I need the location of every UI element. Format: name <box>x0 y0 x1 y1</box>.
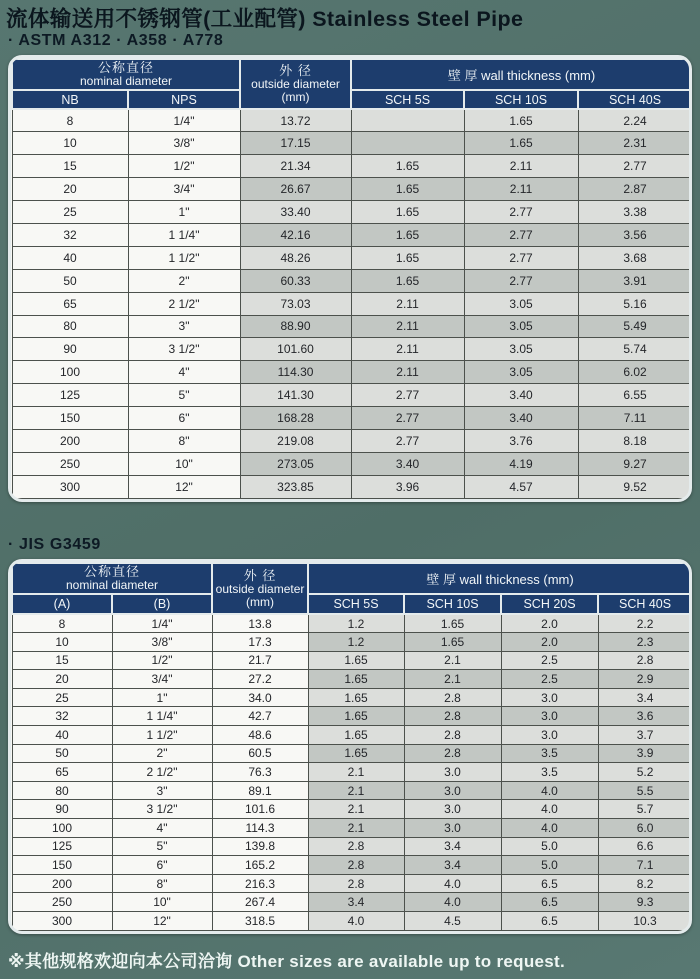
cell: 2.0 <box>501 633 598 652</box>
cell: 1/2" <box>128 155 240 178</box>
column-header-nps: NPS <box>128 90 240 109</box>
wall-thickness-header: 壁 厚 wall thickness (mm) <box>351 59 692 90</box>
cell: 216.3 <box>212 874 308 893</box>
cell: 3.5 <box>501 744 598 763</box>
cell: 150 <box>12 856 112 875</box>
cell: 6.6 <box>598 837 692 856</box>
cell: 2.5 <box>501 651 598 670</box>
cell: 1.2 <box>308 614 404 633</box>
cell: 5.0 <box>501 856 598 875</box>
cell: 150 <box>12 407 128 430</box>
cell: 50 <box>12 269 128 292</box>
cell: 25 <box>12 201 128 224</box>
table-row <box>12 155 692 178</box>
table-row <box>12 837 692 856</box>
cell: 200 <box>12 874 112 893</box>
cell: 2.1 <box>308 763 404 782</box>
cell: 125 <box>12 837 112 856</box>
cell: 2.8 <box>404 744 501 763</box>
cell: 2.77 <box>464 269 578 292</box>
cell: 2.8 <box>404 726 501 745</box>
outside-diameter-en: outside diameter <box>251 77 340 91</box>
cell: 2.77 <box>351 407 464 430</box>
table-row <box>12 726 692 745</box>
cell: 48.26 <box>240 246 351 269</box>
cell: 300 <box>12 912 112 931</box>
table-row <box>12 338 692 361</box>
cell: 2.77 <box>464 201 578 224</box>
cell: 1.65 <box>404 633 501 652</box>
cell: 2.11 <box>464 155 578 178</box>
cell: 4.0 <box>501 781 598 800</box>
column-header-nb: NB <box>12 90 128 109</box>
cell: 1.2 <box>308 633 404 652</box>
cell: 1.65 <box>351 155 464 178</box>
table-row <box>12 246 692 269</box>
table-row <box>12 384 692 407</box>
cell: 2.1 <box>308 781 404 800</box>
table-row <box>12 874 692 893</box>
cell: 7.11 <box>578 407 692 430</box>
table-row <box>12 315 692 338</box>
cell: 27.2 <box>212 670 308 689</box>
cell: 3.0 <box>404 800 501 819</box>
cell: 3/4" <box>112 670 212 689</box>
cell: 1.65 <box>351 178 464 201</box>
cell: 1" <box>128 201 240 224</box>
cell: 76.3 <box>212 763 308 782</box>
cell: 7.1 <box>598 856 692 875</box>
cell: 4.0 <box>501 800 598 819</box>
table-row <box>12 670 692 689</box>
cell: 3.05 <box>464 361 578 384</box>
cell: 323.85 <box>240 475 351 498</box>
cell: 5" <box>128 384 240 407</box>
cell: 219.08 <box>240 429 351 452</box>
cell: 10" <box>128 452 240 475</box>
table-row <box>12 819 692 838</box>
table-row <box>12 651 692 670</box>
cell: 15 <box>12 155 128 178</box>
cell: 50 <box>12 744 112 763</box>
cell: 9.3 <box>598 893 692 912</box>
cell: 40 <box>12 726 112 745</box>
cell: 2.1 <box>404 670 501 689</box>
outside-diameter-unit: (mm) <box>246 594 274 609</box>
cell: 9.27 <box>578 452 692 475</box>
cell: 1 1/2" <box>128 246 240 269</box>
cell: 3.91 <box>578 269 692 292</box>
cell: 2.1 <box>308 800 404 819</box>
cell: 5" <box>112 837 212 856</box>
jis-pipe-table <box>8 559 692 934</box>
table-row <box>12 201 692 224</box>
cell: 60.33 <box>240 269 351 292</box>
cell: 273.05 <box>240 452 351 475</box>
cell: 3.40 <box>464 384 578 407</box>
nominal-diameter-header <box>12 59 240 90</box>
cell: 6.5 <box>501 912 598 931</box>
cell: 100 <box>12 361 128 384</box>
cell: 3.96 <box>351 475 464 498</box>
table-row <box>12 707 692 726</box>
cell: 1.65 <box>351 223 464 246</box>
cell: 168.28 <box>240 407 351 430</box>
cell: 33.40 <box>240 201 351 224</box>
outside-diameter-header <box>240 59 351 109</box>
cell: 2.11 <box>351 315 464 338</box>
cell: 250 <box>12 452 128 475</box>
cell: 1.65 <box>351 201 464 224</box>
cell: 17.15 <box>240 132 351 155</box>
cell: 2.87 <box>578 178 692 201</box>
cell: 100 <box>12 819 112 838</box>
cell: 3.4 <box>598 688 692 707</box>
column-header-b: (B) <box>112 594 212 614</box>
cell: 21.34 <box>240 155 351 178</box>
cell: 2.31 <box>578 132 692 155</box>
cell: 2 1/2" <box>128 292 240 315</box>
outside-diameter-header <box>212 563 308 614</box>
cell: 1 1/4" <box>112 707 212 726</box>
outside-diameter-zh: 外 径 <box>279 63 312 78</box>
cell: 3.4 <box>308 893 404 912</box>
cell: 4" <box>128 361 240 384</box>
cell: 2.77 <box>464 246 578 269</box>
cell: 32 <box>12 707 112 726</box>
cell: 3.6 <box>598 707 692 726</box>
cell: 165.2 <box>212 856 308 875</box>
cell: 1.65 <box>351 269 464 292</box>
nominal-diameter-header <box>12 563 212 594</box>
cell: 10.3 <box>598 912 692 931</box>
cell: 1.65 <box>308 651 404 670</box>
cell: 42.16 <box>240 223 351 246</box>
table-row <box>12 223 692 246</box>
cell: 2 1/2" <box>112 763 212 782</box>
cell: 3" <box>112 781 212 800</box>
cell: 6.02 <box>578 361 692 384</box>
table-row <box>12 633 692 652</box>
cell: 2.77 <box>464 223 578 246</box>
cell: 2.8 <box>404 707 501 726</box>
cell: 8 <box>12 109 128 132</box>
cell: 1.65 <box>404 614 501 633</box>
cell: 65 <box>12 292 128 315</box>
cell: 3.7 <box>598 726 692 745</box>
cell: 267.4 <box>212 893 308 912</box>
outside-diameter-unit: (mm) <box>281 90 310 104</box>
cell: 4.57 <box>464 475 578 498</box>
table-row <box>12 132 692 155</box>
cell: 3.05 <box>464 315 578 338</box>
footnote: ※其他规格欢迎向本公司洽询 Other sizes are available up to request. <box>8 952 566 971</box>
cell: 200 <box>12 429 128 452</box>
cell: 5.16 <box>578 292 692 315</box>
cell: 3.5 <box>501 763 598 782</box>
cell: 65 <box>12 763 112 782</box>
cell: 32 <box>12 223 128 246</box>
cell: 2.8 <box>308 837 404 856</box>
cell: 1" <box>112 688 212 707</box>
cell: 1.65 <box>464 109 578 132</box>
table-row <box>12 893 692 912</box>
cell: 3.05 <box>464 338 578 361</box>
cell: 1/4" <box>128 109 240 132</box>
cell: 3.0 <box>404 781 501 800</box>
column-header-a: (A) <box>12 594 112 614</box>
cell: 5.49 <box>578 315 692 338</box>
cell: 88.90 <box>240 315 351 338</box>
outside-diameter-en: outside diameter <box>215 581 305 596</box>
cell: 3/8" <box>128 132 240 155</box>
cell: 2.77 <box>578 155 692 178</box>
cell: 8" <box>128 429 240 452</box>
cell: 48.6 <box>212 726 308 745</box>
cell: 1.65 <box>308 688 404 707</box>
cell: 1/4" <box>112 614 212 633</box>
cell: 89.1 <box>212 781 308 800</box>
cell: 90 <box>12 338 128 361</box>
cell: 3.0 <box>404 763 501 782</box>
cell: 3.40 <box>464 407 578 430</box>
table-row <box>12 109 692 132</box>
cell: 250 <box>12 893 112 912</box>
cell: 125 <box>12 384 128 407</box>
cell: 8 <box>12 614 112 633</box>
cell: 2.3 <box>598 633 692 652</box>
table-row <box>12 763 692 782</box>
nominal-diameter-zh: 公称直径 <box>84 564 141 579</box>
cell: 2.1 <box>404 651 501 670</box>
nominal-diameter-zh: 公称直径 <box>98 60 155 75</box>
cell: 4.0 <box>404 893 501 912</box>
nominal-diameter-en: nominal diameter <box>65 578 159 592</box>
column-header-sch40s: SCH 40S <box>598 594 692 614</box>
column-header-sch10s: SCH 10S <box>464 90 578 109</box>
cell: 2.0 <box>501 614 598 633</box>
cell: 6.0 <box>598 819 692 838</box>
cell: 60.5 <box>212 744 308 763</box>
table-row <box>12 688 692 707</box>
column-header-sch10s: SCH 10S <box>404 594 501 614</box>
table-row <box>12 178 692 201</box>
wall-thickness-header: 壁 厚 wall thickness (mm) <box>308 563 692 594</box>
cell: 300 <box>12 475 128 498</box>
cell: 3.76 <box>464 429 578 452</box>
cell: 2.1 <box>308 819 404 838</box>
cell: 4.19 <box>464 452 578 475</box>
cell: 3.4 <box>404 837 501 856</box>
cell: 40 <box>12 246 128 269</box>
cell: 2.2 <box>598 614 692 633</box>
cell: 101.60 <box>240 338 351 361</box>
cell: 141.30 <box>240 384 351 407</box>
cell: 10 <box>12 633 112 652</box>
cell: 10 <box>12 132 128 155</box>
cell: 6" <box>128 407 240 430</box>
cell: 2.77 <box>351 384 464 407</box>
cell <box>351 132 464 155</box>
cell: 6.5 <box>501 874 598 893</box>
cell: 2.8 <box>404 688 501 707</box>
cell: 8.2 <box>598 874 692 893</box>
cell: 3.40 <box>351 452 464 475</box>
table-row <box>12 800 692 819</box>
cell <box>351 109 464 132</box>
cell: 3/4" <box>128 178 240 201</box>
cell: 3/8" <box>112 633 212 652</box>
cell: 2.5 <box>501 670 598 689</box>
cell: 3.68 <box>578 246 692 269</box>
cell: 10" <box>112 893 212 912</box>
cell: 5.74 <box>578 338 692 361</box>
cell: 20 <box>12 670 112 689</box>
cell: 2.11 <box>351 292 464 315</box>
cell: 4.0 <box>308 912 404 931</box>
cell: 6.5 <box>501 893 598 912</box>
cell: 3.9 <box>598 744 692 763</box>
cell: 80 <box>12 315 128 338</box>
cell: 1.65 <box>308 744 404 763</box>
table-row <box>12 475 692 498</box>
cell: 4.0 <box>404 874 501 893</box>
cell: 1/2" <box>112 651 212 670</box>
cell: 1.65 <box>308 726 404 745</box>
cell: 3 1/2" <box>128 338 240 361</box>
cell: 4" <box>112 819 212 838</box>
cell: 101.6 <box>212 800 308 819</box>
table-row <box>12 781 692 800</box>
cell: 2.8 <box>308 874 404 893</box>
page-title: 流体输送用不锈钢管(工业配管) Stainless Steel Pipe <box>6 7 524 31</box>
cell: 2" <box>128 269 240 292</box>
cell: 5.5 <box>598 781 692 800</box>
cell: 1.65 <box>464 132 578 155</box>
cell: 3.05 <box>464 292 578 315</box>
cell: 139.8 <box>212 837 308 856</box>
cell: 6" <box>112 856 212 875</box>
cell: 4.5 <box>404 912 501 931</box>
cell: 25 <box>12 688 112 707</box>
astm-standards-label: · ASTM A312 · A358 · A778 <box>8 32 224 49</box>
cell: 3.0 <box>404 819 501 838</box>
cell: 1 1/4" <box>128 223 240 246</box>
cell: 2" <box>112 744 212 763</box>
table-row <box>12 452 692 475</box>
column-header-sch20s: SCH 20S <box>501 594 598 614</box>
cell: 2.8 <box>308 856 404 875</box>
cell: 3.4 <box>404 856 501 875</box>
cell: 21.7 <box>212 651 308 670</box>
cell: 12" <box>128 475 240 498</box>
cell: 3.0 <box>501 726 598 745</box>
cell: 114.30 <box>240 361 351 384</box>
cell: 114.3 <box>212 819 308 838</box>
cell: 34.0 <box>212 688 308 707</box>
cell: 12" <box>112 912 212 931</box>
table-row <box>12 912 692 931</box>
table-row <box>12 614 692 633</box>
cell: 318.5 <box>212 912 308 931</box>
cell: 26.67 <box>240 178 351 201</box>
astm-pipe-table <box>8 55 692 502</box>
table-row <box>12 429 692 452</box>
cell: 73.03 <box>240 292 351 315</box>
cell: 3.56 <box>578 223 692 246</box>
cell: 9.52 <box>578 475 692 498</box>
cell: 2.24 <box>578 109 692 132</box>
table-row <box>12 361 692 384</box>
table-row <box>12 744 692 763</box>
cell: 6.55 <box>578 384 692 407</box>
nominal-diameter-en: nominal diameter <box>79 74 173 88</box>
table-row <box>12 269 692 292</box>
cell: 5.7 <box>598 800 692 819</box>
table-row <box>12 292 692 315</box>
cell: 13.8 <box>212 614 308 633</box>
cell: 17.3 <box>212 633 308 652</box>
cell: 13.72 <box>240 109 351 132</box>
cell: 2.11 <box>351 361 464 384</box>
cell: 3.0 <box>501 688 598 707</box>
cell: 2.11 <box>464 178 578 201</box>
cell: 2.9 <box>598 670 692 689</box>
cell: 15 <box>12 651 112 670</box>
cell: 2.77 <box>351 429 464 452</box>
cell: 1.65 <box>351 246 464 269</box>
cell: 8.18 <box>578 429 692 452</box>
jis-standard-label: · JIS G3459 <box>8 536 101 553</box>
cell: 1.65 <box>308 670 404 689</box>
column-header-sch40s: SCH 40S <box>578 90 692 109</box>
cell: 1.65 <box>308 707 404 726</box>
cell: 3.38 <box>578 201 692 224</box>
cell: 80 <box>12 781 112 800</box>
column-header-sch5s: SCH 5S <box>351 90 464 109</box>
cell: 5.0 <box>501 837 598 856</box>
cell: 42.7 <box>212 707 308 726</box>
column-header-sch5s: SCH 5S <box>308 594 404 614</box>
table-row <box>12 856 692 875</box>
outside-diameter-zh: 外 径 <box>243 567 277 583</box>
cell: 20 <box>12 178 128 201</box>
cell: 2.11 <box>351 338 464 361</box>
cell: 3.0 <box>501 707 598 726</box>
cell: 2.8 <box>598 651 692 670</box>
cell: 5.2 <box>598 763 692 782</box>
table-row <box>12 407 692 430</box>
cell: 4.0 <box>501 819 598 838</box>
cell: 8" <box>112 874 212 893</box>
cell: 1 1/2" <box>112 726 212 745</box>
cell: 90 <box>12 800 112 819</box>
cell: 3" <box>128 315 240 338</box>
cell: 3 1/2" <box>112 800 212 819</box>
